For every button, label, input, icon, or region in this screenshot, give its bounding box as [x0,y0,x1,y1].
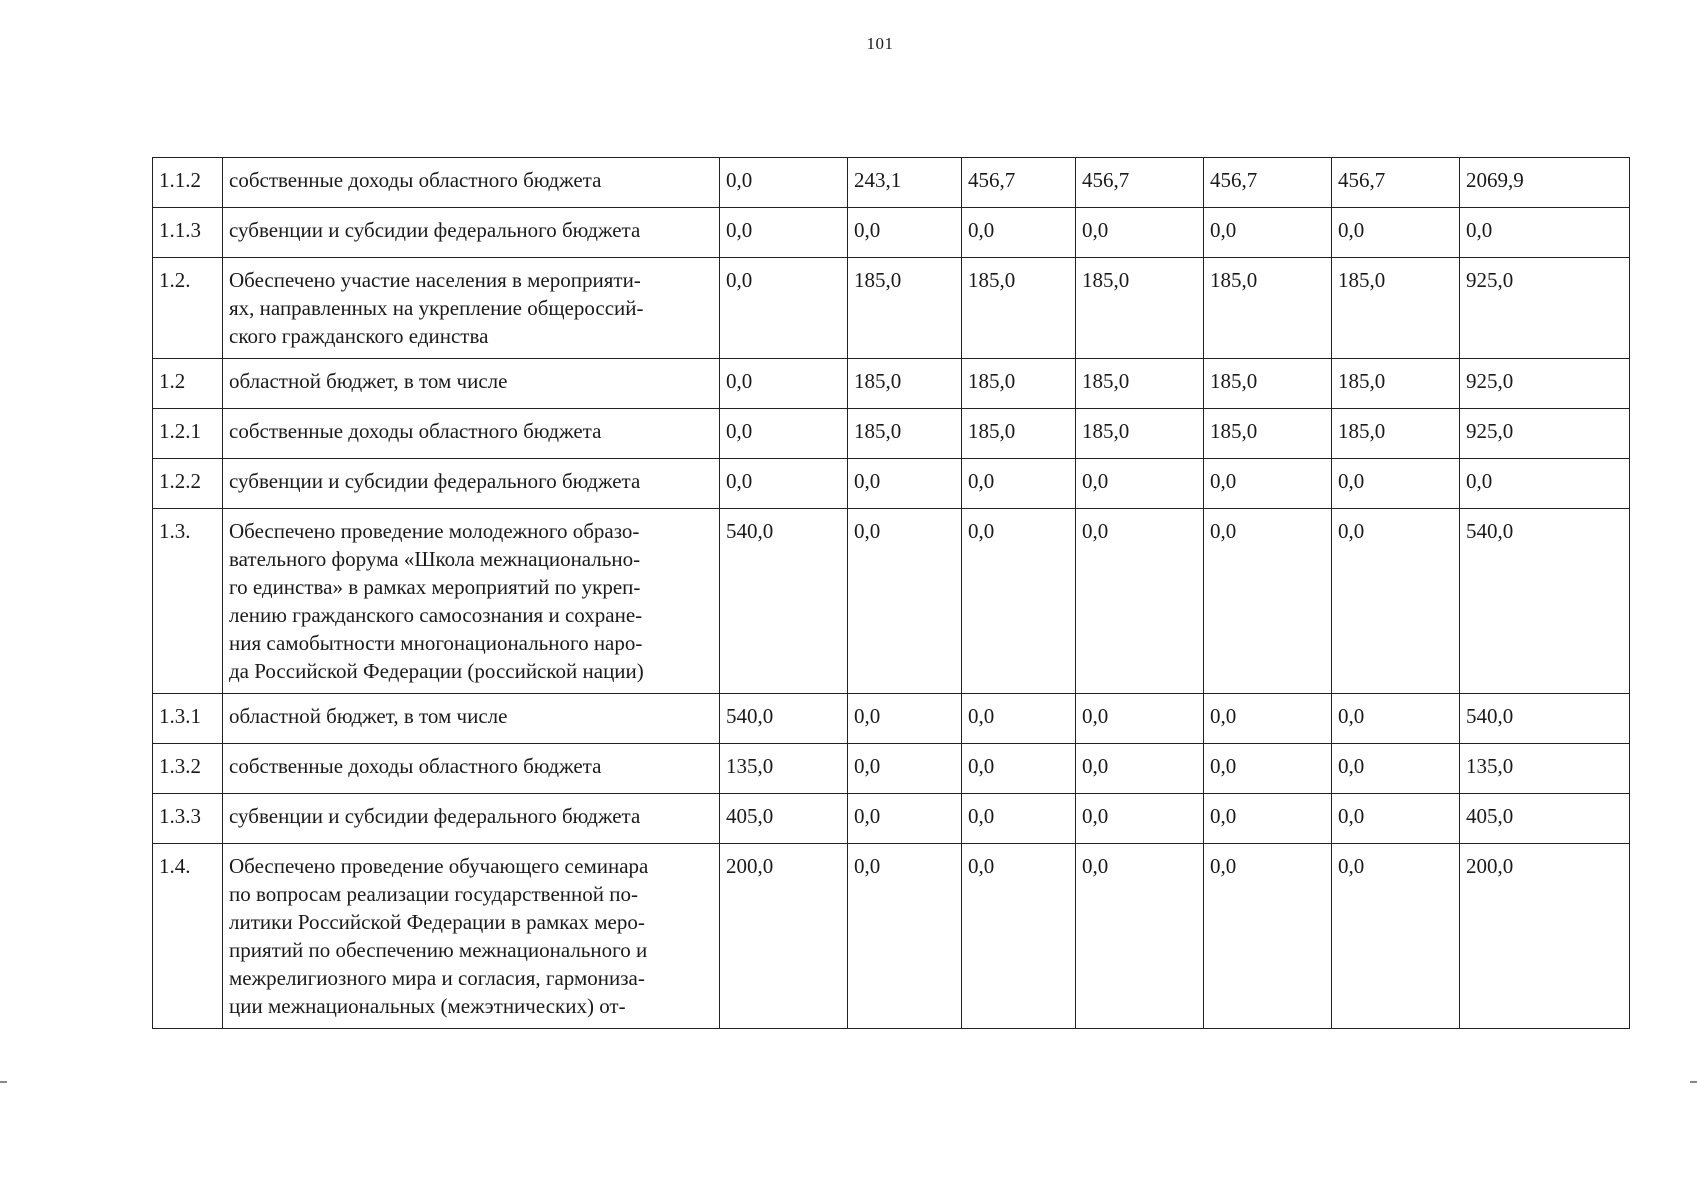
value-cell: 0,0 [1204,744,1332,794]
scan-edge-mark [1690,1081,1697,1083]
row-code-cell: 1.3.2 [153,744,223,794]
description-line: лению гражданского самосознания и сохране- [229,603,643,627]
value-cell: 0,0 [1332,208,1460,258]
description-line: Обеспечено участие населения в мероприяти- [229,268,641,292]
value-cell: 0,0 [962,208,1076,258]
table-row [153,258,1630,359]
value-cell: 0,0 [848,794,962,844]
value-cell: 185,0 [962,359,1076,409]
row-code-cell: 1.4. [153,844,223,1029]
table-row [153,794,1630,844]
row-description-cell [223,409,720,459]
value-cell: 0,0 [720,208,848,258]
value-cell: 0,0 [720,258,848,359]
table-row [153,844,1630,1029]
value-cell: 456,7 [962,158,1076,208]
row-description-cell [223,694,720,744]
value-cell: 0,0 [962,694,1076,744]
description-line: субвенции и субсидии федерального бюджета [229,804,641,828]
description-line: областной бюджет, в том числе [229,369,508,393]
value-cell: 185,0 [1332,258,1460,359]
value-cell: 0,0 [1076,744,1204,794]
value-cell: 0,0 [720,459,848,509]
description-line: собственные доходы областного бюджета [229,754,602,778]
row-description-cell [223,459,720,509]
value-cell: 0,0 [1076,694,1204,744]
value-cell: 0,0 [1204,794,1332,844]
description-line: Обеспечено проведение молодежного образо- [229,519,640,543]
description-line: литики Российской Федерации в рамках меро- [229,910,645,934]
row-code-cell: 1.3.3 [153,794,223,844]
value-cell: 185,0 [848,409,962,459]
row-code-cell: 1.1.2 [153,158,223,208]
value-cell: 405,0 [720,794,848,844]
row-description-cell [223,844,720,1029]
table-row [153,509,1630,694]
value-cell: 0,0 [1332,694,1460,744]
value-cell: 0,0 [962,459,1076,509]
value-cell: 0,0 [720,359,848,409]
total-value-cell: 200,0 [1460,844,1630,1029]
total-value-cell: 540,0 [1460,509,1630,694]
table-row [153,409,1630,459]
scan-edge-mark [0,1081,7,1083]
value-cell: 0,0 [848,509,962,694]
value-cell: 185,0 [1204,409,1332,459]
total-value-cell: 540,0 [1460,694,1630,744]
value-cell: 456,7 [1332,158,1460,208]
total-value-cell: 925,0 [1460,258,1630,359]
description-line: ях, направленных на укрепление общероссий- [229,296,644,320]
row-description-cell [223,744,720,794]
table-row [153,694,1630,744]
value-cell: 0,0 [848,844,962,1029]
value-cell: 0,0 [848,744,962,794]
description-line: ции межнациональных (межэтнических) от- [229,994,626,1018]
total-value-cell: 925,0 [1460,409,1630,459]
value-cell: 0,0 [848,694,962,744]
value-cell: 185,0 [1076,258,1204,359]
total-value-cell: 405,0 [1460,794,1630,844]
description-line: по вопросам реализации государственной по- [229,882,638,906]
row-code-cell: 1.3. [153,509,223,694]
value-cell: 0,0 [848,208,962,258]
value-cell: 0,0 [1332,794,1460,844]
description-line: го единства» в рамках мероприятий по укреп- [229,575,641,599]
page-number: 101 [866,34,894,53]
value-cell: 185,0 [1076,409,1204,459]
value-cell: 0,0 [962,744,1076,794]
description-line: приятий по обеспечению межнационального и [229,938,648,962]
value-cell: 0,0 [1076,208,1204,258]
description-line: субвенции и субсидии федерального бюджета [229,218,641,242]
budget-table [152,157,1630,1029]
value-cell: 0,0 [1332,744,1460,794]
row-code-cell: 1.2.2 [153,459,223,509]
table-row [153,158,1630,208]
row-description-cell [223,208,720,258]
total-value-cell: 0,0 [1460,459,1630,509]
description-line: ского гражданского единства [229,324,489,348]
value-cell: 243,1 [848,158,962,208]
value-cell: 185,0 [1204,258,1332,359]
value-cell: 456,7 [1204,158,1332,208]
row-code-cell: 1.1.3 [153,208,223,258]
value-cell: 135,0 [720,744,848,794]
value-cell: 185,0 [962,409,1076,459]
value-cell: 0,0 [1204,459,1332,509]
value-cell: 200,0 [720,844,848,1029]
table-row [153,744,1630,794]
value-cell: 0,0 [1204,509,1332,694]
row-description-cell [223,258,720,359]
description-line: ния самобытности многонационального наро- [229,631,643,655]
table-row [153,459,1630,509]
table-row [153,359,1630,409]
value-cell: 185,0 [1332,359,1460,409]
value-cell: 0,0 [720,409,848,459]
total-value-cell: 135,0 [1460,744,1630,794]
description-line: межрелигиозного мира и согласия, гармониза- [229,966,645,990]
description-line: областной бюджет, в том числе [229,704,508,728]
value-cell: 456,7 [1076,158,1204,208]
value-cell: 0,0 [720,158,848,208]
row-description-cell [223,794,720,844]
value-cell: 185,0 [1332,409,1460,459]
description-line: собственные доходы областного бюджета [229,168,602,192]
description-line: субвенции и субсидии федерального бюджета [229,469,641,493]
value-cell: 185,0 [962,258,1076,359]
value-cell: 0,0 [1332,459,1460,509]
value-cell: 0,0 [1204,208,1332,258]
value-cell: 0,0 [848,459,962,509]
value-cell: 540,0 [720,694,848,744]
value-cell: 0,0 [1332,509,1460,694]
row-description-cell [223,509,720,694]
description-line: собственные доходы областного бюджета [229,419,602,443]
description-line: Обеспечено проведение обучающего семинара [229,854,649,878]
value-cell: 185,0 [848,359,962,409]
value-cell: 185,0 [1204,359,1332,409]
row-code-cell: 1.3.1 [153,694,223,744]
value-cell: 0,0 [962,794,1076,844]
table-body [153,158,1630,1029]
value-cell: 0,0 [962,509,1076,694]
description-line: вательного форума «Школа межнационально- [229,547,641,571]
total-value-cell: 0,0 [1460,208,1630,258]
total-value-cell: 2069,9 [1460,158,1630,208]
row-code-cell: 1.2 [153,359,223,409]
total-value-cell: 925,0 [1460,359,1630,409]
row-description-cell [223,158,720,208]
value-cell: 0,0 [1076,794,1204,844]
value-cell: 0,0 [1204,694,1332,744]
value-cell: 0,0 [1204,844,1332,1029]
row-description-cell [223,359,720,409]
value-cell: 0,0 [1332,844,1460,1029]
value-cell: 185,0 [1076,359,1204,409]
table-row [153,208,1630,258]
value-cell: 0,0 [1076,459,1204,509]
row-code-cell: 1.2.1 [153,409,223,459]
value-cell: 185,0 [848,258,962,359]
value-cell: 0,0 [1076,509,1204,694]
value-cell: 0,0 [962,844,1076,1029]
description-line: да Российской Федерации (российской нации) [229,659,644,683]
value-cell: 540,0 [720,509,848,694]
value-cell: 0,0 [1076,844,1204,1029]
row-code-cell: 1.2. [153,258,223,359]
